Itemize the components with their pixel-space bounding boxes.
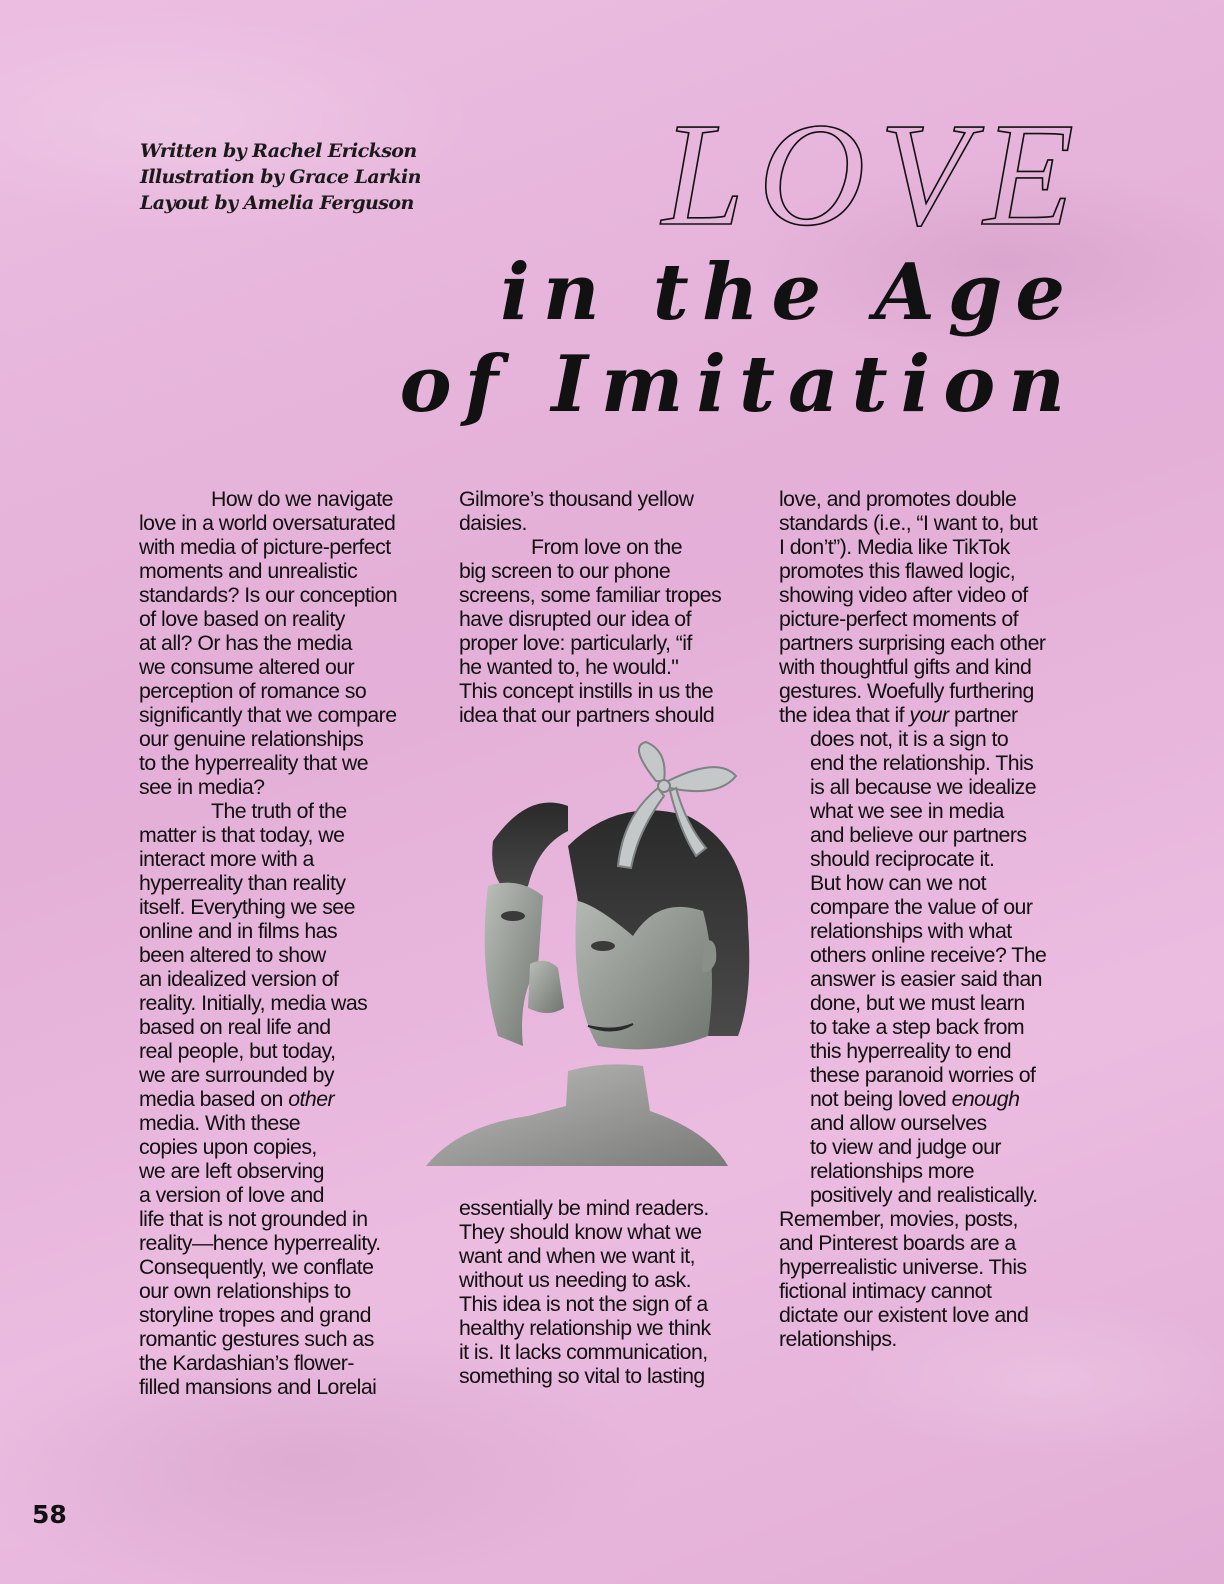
- text-line-emphasis: other: [288, 1087, 335, 1111]
- text-line-main: matter is that today, we: [139, 823, 345, 847]
- text-line-main: without us needing to ask.: [459, 1268, 691, 1292]
- text-line-main: to the hyperreality that we: [139, 751, 369, 775]
- text-line: [459, 511, 721, 535]
- text-line-main: at all? Or has the media: [139, 631, 352, 655]
- text-line-main: to view and judge our: [810, 1135, 1001, 1159]
- text-line-main: hyperreality than reality: [139, 871, 346, 895]
- text-line-main: hyperrealistic universe. This: [779, 1255, 1027, 1279]
- text-line-main: to take a step back from: [810, 1015, 1025, 1039]
- text-line: [779, 1231, 1046, 1255]
- text-line: [139, 583, 397, 607]
- title-line-2: in the Age: [500, 247, 1078, 338]
- text-line: [459, 1220, 711, 1244]
- text-line-main: reality—hence hyperreality.: [139, 1231, 381, 1255]
- credits-block: [140, 138, 460, 216]
- text-line-main: This concept instills in us the: [459, 679, 714, 703]
- text-line: [459, 703, 721, 727]
- text-line-main: promotes this flawed logic,: [779, 559, 1016, 583]
- text-line: [779, 1255, 1046, 1279]
- text-line: [139, 1351, 397, 1375]
- text-line-main: picture-perfect moments of: [779, 607, 1018, 631]
- text-line: [139, 487, 397, 511]
- text-line: [779, 631, 1046, 655]
- text-line-tail: partner: [948, 703, 1018, 727]
- text-line-main: How do we navigate: [211, 487, 393, 511]
- text-line-main: relationships with what: [810, 919, 1012, 943]
- title-line-3: of Imitation: [399, 339, 1078, 430]
- text-line: [779, 1159, 1046, 1183]
- text-line: [139, 1159, 397, 1183]
- text-line-main: based on real life and: [139, 1015, 331, 1039]
- text-line: [139, 895, 397, 919]
- text-line-emphasis: your: [909, 703, 949, 727]
- text-line: [779, 1135, 1046, 1159]
- text-line-main: media. With these: [139, 1111, 301, 1135]
- text-line: [139, 727, 397, 751]
- text-line-main: media based on: [139, 1087, 289, 1111]
- text-line: [139, 847, 397, 871]
- text-line: [459, 1196, 711, 1220]
- text-line-main: we are surrounded by: [139, 1063, 334, 1087]
- page-number: 58: [32, 1500, 67, 1529]
- text-line: [139, 1183, 397, 1207]
- text-line: [139, 919, 397, 943]
- text-line-main: real people, but today,: [139, 1039, 336, 1063]
- text-line-main: and allow ourselves: [810, 1111, 987, 1135]
- text-line-main: something so vital to lasting: [459, 1364, 705, 1388]
- text-line: [779, 559, 1046, 583]
- text-line-main: relationships more: [810, 1159, 975, 1183]
- column-3: [779, 487, 1046, 1351]
- text-line-main: standards? Is our conception: [139, 583, 398, 607]
- text-line-main: Consequently, we conflate: [139, 1255, 374, 1279]
- text-line-main: been altered to show: [139, 943, 326, 967]
- text-line: [779, 775, 1046, 799]
- text-line-main: of love based on reality: [139, 607, 345, 631]
- text-line: [139, 559, 397, 583]
- text-line-main: essentially be mind readers.: [459, 1196, 709, 1220]
- text-line: [139, 871, 397, 895]
- text-line: [779, 1303, 1046, 1327]
- text-line: [779, 511, 1046, 535]
- eye-left: [501, 911, 525, 921]
- text-line: [459, 535, 721, 559]
- text-line-main: we consume altered our: [139, 655, 355, 679]
- text-line: [139, 1039, 397, 1063]
- text-line: [139, 1063, 397, 1087]
- text-line-main: our genuine relationships: [139, 727, 364, 751]
- text-line-main: end the relationship. This: [810, 751, 1034, 775]
- text-line: [459, 1268, 711, 1292]
- text-line-main: the Kardashian’s flower-: [139, 1351, 354, 1375]
- text-line: [779, 799, 1046, 823]
- text-line: [459, 1292, 711, 1316]
- text-line-main: what we see in media: [810, 799, 1004, 823]
- text-line-main: healthy relationship we think: [459, 1316, 711, 1340]
- text-line: [779, 487, 1046, 511]
- text-line-main: idea that our partners should: [459, 703, 715, 727]
- text-line-main: I don’t”). Media like TikTok: [779, 535, 1010, 559]
- text-line: [459, 607, 721, 631]
- text-line-main: he wanted to, he would.": [459, 655, 679, 679]
- text-line: [779, 751, 1046, 775]
- text-line-main: showing video after video of: [779, 583, 1028, 607]
- text-line: [139, 1015, 397, 1039]
- split-face-illustration: [418, 736, 778, 1176]
- text-line: [779, 943, 1046, 967]
- text-line-main: But how can we not: [810, 871, 986, 895]
- text-line-main: itself. Everything we see: [139, 895, 355, 919]
- text-line: [779, 823, 1046, 847]
- text-line: [139, 1255, 397, 1279]
- text-line-main: with thoughtful gifts and kind: [779, 655, 1032, 679]
- text-line: [139, 799, 397, 823]
- column-1: [139, 487, 397, 1399]
- text-line-main: proper love: particularly, “if: [459, 631, 692, 655]
- hair-left: [492, 803, 568, 896]
- text-line-main: This idea is not the sign of a: [459, 1292, 708, 1316]
- text-line: [779, 1039, 1046, 1063]
- text-line-main: moments and unrealistic: [139, 559, 358, 583]
- text-line-main: does not, it is a sign to: [810, 727, 1009, 751]
- text-line-main: see in media?: [139, 775, 265, 799]
- text-line-main: this hyperreality to end: [810, 1039, 1012, 1063]
- text-line: [779, 583, 1046, 607]
- text-line-main: we are left observing: [139, 1159, 324, 1183]
- text-line: [139, 751, 397, 775]
- text-line: [139, 679, 397, 703]
- text-line-main: is all because we idealize: [810, 775, 1037, 799]
- text-line: [779, 727, 1046, 751]
- text-line-main: love in a world oversaturated: [139, 511, 396, 535]
- text-line: [459, 1340, 711, 1364]
- text-line-main: romantic gestures such as: [139, 1327, 374, 1351]
- writer-credit: Written by Rachel Erickson: [140, 140, 417, 162]
- title-love-outline: LOVE: [662, 93, 1088, 257]
- text-line-main: From love on the: [531, 535, 682, 559]
- text-line: [779, 895, 1046, 919]
- text-line: [459, 559, 721, 583]
- text-line: [139, 607, 397, 631]
- text-line: [139, 655, 397, 679]
- text-line-main: storyline tropes and grand: [139, 1303, 371, 1327]
- layout-credit: Layout by Amelia Ferguson: [140, 192, 414, 214]
- text-line: [459, 487, 721, 511]
- text-line-main: online and in films has: [139, 919, 338, 943]
- text-line: [139, 535, 397, 559]
- text-line-main: screens, some familiar tropes: [459, 583, 722, 607]
- text-line: [779, 1015, 1046, 1039]
- text-line: [779, 1063, 1046, 1087]
- text-line-main: partners surprising each other: [779, 631, 1046, 655]
- text-line-main: significantly that we compare: [139, 703, 397, 727]
- text-line-main: a version of love and: [139, 1183, 324, 1207]
- text-line-main: an idealized version of: [139, 967, 339, 991]
- text-line-main: love, and promotes double: [779, 487, 1017, 511]
- text-line-main: others online receive? The: [810, 943, 1047, 967]
- text-line-main: life that is not grounded in: [139, 1207, 368, 1231]
- text-line: [459, 631, 721, 655]
- column-2-top: [459, 487, 721, 727]
- text-line: [139, 1111, 397, 1135]
- text-line: [779, 703, 1046, 727]
- text-line-main: Gilmore’s thousand yellow: [459, 487, 694, 511]
- text-line: [779, 1207, 1046, 1231]
- text-line: [139, 1375, 397, 1399]
- text-line: [139, 943, 397, 967]
- text-line-main: Remember, movies, posts,: [779, 1207, 1018, 1231]
- text-line-main: these paranoid worries of: [810, 1063, 1036, 1087]
- text-line: [139, 1279, 397, 1303]
- text-line: [139, 1231, 397, 1255]
- text-line: [779, 967, 1046, 991]
- text-line: [459, 655, 721, 679]
- text-line-main: answer is easier said than: [810, 967, 1042, 991]
- text-line-main: big screen to our phone: [459, 559, 671, 583]
- text-line-main: the idea that if: [779, 703, 910, 727]
- text-line: [459, 583, 721, 607]
- text-line: [139, 1135, 397, 1159]
- text-line-main: daisies.: [459, 511, 527, 535]
- text-line-main: should reciprocate it.: [810, 847, 995, 871]
- text-line-main: positively and realistically.: [810, 1183, 1038, 1207]
- text-line-main: perception of romance so: [139, 679, 367, 703]
- text-line: [459, 1364, 711, 1388]
- text-line: [779, 1111, 1046, 1135]
- text-line: [139, 967, 397, 991]
- text-line-main: fictional intimacy cannot: [779, 1279, 992, 1303]
- text-line-main: standards (i.e., “I want to, but: [779, 511, 1038, 535]
- text-line: [779, 1183, 1046, 1207]
- text-line: [139, 703, 397, 727]
- text-line-emphasis: enough: [951, 1087, 1020, 1111]
- text-line: [779, 847, 1046, 871]
- text-line: [779, 607, 1046, 631]
- text-line: [139, 1207, 397, 1231]
- text-line-main: relationships.: [779, 1327, 897, 1351]
- text-line: [779, 1327, 1046, 1351]
- text-line: [779, 991, 1046, 1015]
- column-2-bottom: [459, 1196, 711, 1388]
- text-line: [459, 1316, 711, 1340]
- text-line: [779, 655, 1046, 679]
- text-line: [459, 1244, 711, 1268]
- text-line: [139, 1327, 397, 1351]
- text-line-main: want and when we want it,: [459, 1244, 696, 1268]
- text-line: [139, 1303, 397, 1327]
- text-line-main: compare the value of our: [810, 895, 1033, 919]
- text-line-main: reality. Initially, media was: [139, 991, 368, 1015]
- text-line: [779, 535, 1046, 559]
- text-line-main: done, but we must learn: [810, 991, 1025, 1015]
- text-line-main: our own relationships to: [139, 1279, 351, 1303]
- text-line-main: copies upon copies,: [139, 1135, 317, 1159]
- text-line: [779, 679, 1046, 703]
- text-line: [779, 1279, 1046, 1303]
- text-line-main: not being loved: [810, 1087, 952, 1111]
- text-line-main: it is. It lacks communication,: [459, 1340, 708, 1364]
- text-line: [459, 679, 721, 703]
- text-line-main: and believe our partners: [810, 823, 1027, 847]
- text-line: [779, 1087, 1046, 1111]
- text-line: [139, 511, 397, 535]
- text-line-main: They should know what we: [459, 1220, 702, 1244]
- text-line: [139, 823, 397, 847]
- text-line-main: interact more with a: [139, 847, 314, 871]
- text-line: [139, 991, 397, 1015]
- text-line: [779, 871, 1046, 895]
- text-line: [139, 775, 397, 799]
- text-line-main: have disrupted our idea of: [459, 607, 691, 631]
- text-line: [139, 1087, 397, 1111]
- nose-fragment: [528, 961, 564, 1013]
- text-line: [779, 919, 1046, 943]
- text-line-main: The truth of the: [211, 799, 347, 823]
- eye-right: [591, 941, 615, 951]
- text-line: [139, 631, 397, 655]
- text-line-main: with media of picture-perfect: [139, 535, 391, 559]
- text-line-main: gestures. Woefully furthering: [779, 679, 1034, 703]
- neck-shoulders: [426, 1064, 728, 1166]
- text-line-main: and Pinterest boards are a: [779, 1231, 1016, 1255]
- illustrator-credit: Illustration by Grace Larkin: [140, 166, 421, 188]
- text-line-main: dictate our existent love and: [779, 1303, 1029, 1327]
- text-line-main: filled mansions and Lorelai: [139, 1375, 377, 1399]
